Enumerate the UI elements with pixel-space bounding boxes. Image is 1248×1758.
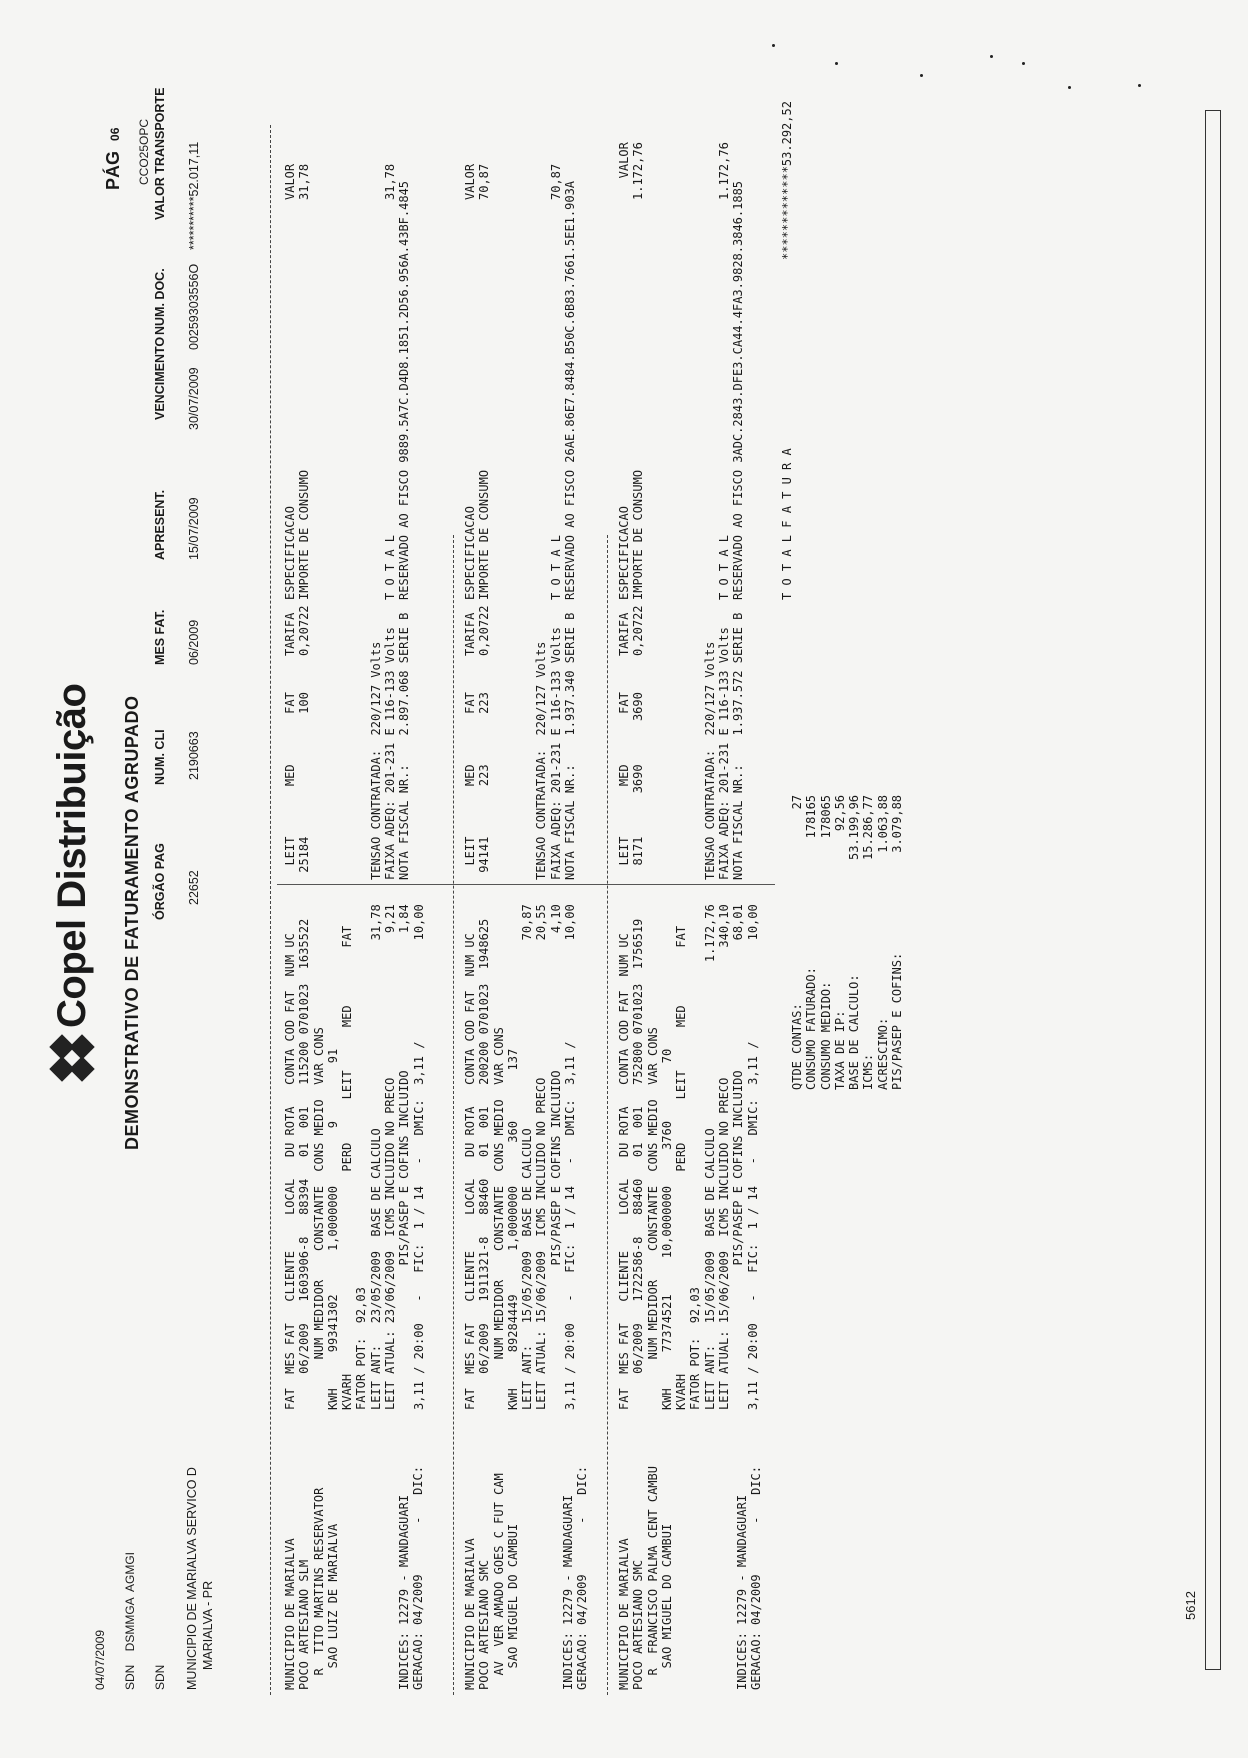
col-num-doc: NUM. DOC. xyxy=(153,268,167,335)
account-3-spec: ESPECIFICACAO IMPORTE DE CONSUMO T O T A L RESERVADO AO FISCO 3ADC.2843.DFE3.CA44.4FA3.9828.3846.1885 xyxy=(617,180,746,600)
scan-margin-box xyxy=(1205,110,1221,1670)
scan-page-number: 5612 xyxy=(1183,1591,1198,1620)
account-2-reading: LEIT MED FAT TARIFA 94141 223 223 0,20722 TENSAO CONTRATADA: 220/127 Volts FAIXA ADEQ: 201-231 E 116-133 Volts NOTA FISCAL NR.: 1.937.340 SERIE B xyxy=(463,605,578,880)
account-2-valor: VALOR 70,87 70,87 xyxy=(463,163,563,200)
account-1-details: FAT MES FAT CLIENTE LOCAL DU ROTA CONTA COD FAT NUM UC 06/2009 1603906-8 88394 01 001 115200 0701023 1635522 NUM MEDIDOR CONSTANTE CONS MEDIO VAR CONS KWH 99341302 1,0000000 9 91 KVARH PERD LEIT MED FAT FATOR POT: 92,03 LEIT ANT: 23/05/2009 BASE DE CALCULO 31,78 LEIT ATUAL: 23/06/2009 ICMS INCLUIDO NO PRECO 9,21 PIS/PASEP E COFINS INCLUIDO 1,84 3,11 / 20:00 - FIC: 1 / 14 - DMIC: 3,11 / 10,00 xyxy=(283,904,426,1410)
account-3-details: FAT MES FAT CLIENTE LOCAL DU ROTA CONTA COD FAT NUM UC 06/2009 1722586-8 88460 01 001 752800 0701023 1756519 NUM MEDIDOR CONSTANTE CONS MEDIO VAR CONS KWH 77374521 10,0000000 3760 70 KVARH PERD LEIT MED FAT FATOR POT: 92,03 LEIT ANT: 15/05/2009 BASE DE CALCULO 1.172,76 LEIT ATUAL: 15/06/2009 ICMS INCLUIDO NO PRECO 340,10 PIS/PASEP E COFINS INCLUIDO 68,01 3,11 / 20:00 - FIC: 1 / 14 - DMIC: 3,11 / 10,00 xyxy=(617,904,760,1410)
val-valor-transporte: ***********52.017,11 xyxy=(187,141,201,250)
column-divider xyxy=(277,884,775,885)
val-vencimento: 30/07/2009 xyxy=(187,367,201,430)
totals-values: 27 178165 178065 92,56 53.199,96 15.286,77 1.063,88 3.079,88 xyxy=(790,794,905,860)
page-indicator: PÁG 06 xyxy=(103,127,123,190)
val-orgao-pag: 22652 xyxy=(187,870,201,905)
val-mes-fat: 06/2009 xyxy=(187,619,201,665)
total-fatura-label: T O T A L F A T U R A xyxy=(780,448,794,600)
scan-speck xyxy=(835,62,838,65)
copel-logo-icon xyxy=(51,1034,91,1080)
val-num-doc: 00259303556O xyxy=(187,263,201,350)
account-3-name: MUNICIPIO DE MARIALVA POCO ARTESIANO SMC R FRANCISCO PALMA CENT CAMBU SAO MIGUEL DO CAMBUI xyxy=(617,1466,674,1690)
print-date: 04/07/2009 xyxy=(93,1629,107,1690)
col-mes-fat: MES FAT. xyxy=(153,609,167,665)
total-fatura-value: *************53.292,52 xyxy=(780,101,794,260)
account-1-spec: ESPECIFICACAO IMPORTE DE CONSUMO T O T A L RESERVADO AO FISCO 9889.5A7C.D4D8.1851.2D56.956A.43BF.4845 xyxy=(283,180,412,600)
col-valor-transporte: VALOR TRANSPORTE xyxy=(153,87,167,220)
account-1-reading: LEIT MED FAT TARIFA 25184 100 0,20722 TENSAO CONTRATADA: 220/127 Volts FAIXA ADEQ: 201-231 E 116-133 Volts NOTA FISCAL NR.: 2.897.068 SERIE B xyxy=(283,605,412,880)
program-code: CCO25OPC xyxy=(137,118,151,185)
account-3-indices: INDICES: 12279 - MANDAGUARI GERACAO: 04/2009 - DIC: xyxy=(735,1466,764,1690)
col-apresent: APRESENT. xyxy=(153,489,167,560)
summary-client-line-2: MARIALVA - PR xyxy=(201,1580,215,1670)
separator-line xyxy=(607,535,608,1695)
rotated-document xyxy=(45,87,1205,1710)
account-2-spec: ESPECIFICACAO IMPORTE DE CONSUMO T O T A L RESERVADO AO FISCO 26AE.86E7.8484.B50C.6B83.7661.5EE1.903A xyxy=(463,180,578,600)
summary-client-line-1: MUNICIPIO DE MARIALVA SERVICO D xyxy=(185,1467,199,1690)
separator-line xyxy=(453,535,454,1695)
scan-speck xyxy=(772,44,775,47)
scan-speck xyxy=(990,55,993,58)
sdn-line-2: SDN xyxy=(153,1664,167,1690)
separator-line xyxy=(270,125,271,1695)
report-title: DEMONSTRATIVO DE FATURAMENTO AGRUPADO xyxy=(122,695,142,1150)
account-2-details: FAT MES FAT CLIENTE LOCAL DU ROTA CONTA COD FAT NUM UC 06/2009 1911321-8 88460 01 001 200200 0701023 1948625 NUM MEDIDOR CONSTANTE CONS MEDIO VAR CONS KWH 89284449 1,0000000 360 137 LEIT ANT: 15/05/2009 BASE DE CALCULO 70,87 LEIT ATUAL: 15/06/2009 ICMS INCLUIDO NO PRECO 20,55 PIS/PASEP E COFINS INCLUIDO 4,10 3,11 / 20:00 - FIC: 1 / 14 - DMIC: 3,11 / 10,00 xyxy=(463,904,578,1410)
account-2-indices: INDICES: 12279 - MANDAGUARI GERACAO: 04/2009 - DIC: xyxy=(561,1466,590,1690)
account-1-valor: VALOR 31,78 31,78 xyxy=(283,163,398,200)
col-orgao-pag: ÓRGÃO PAG xyxy=(153,843,167,920)
account-3-valor: VALOR 1.172,76 1.172,76 xyxy=(617,142,732,200)
totals-labels: QTDE CONTAS: CONSUMO FATURADO: CONSUMO MEDIDO: TAXA DE IP: BASE DE CALCULO: ICMS: ACRESCIMO: PIS/PASEP E COFINS: xyxy=(790,952,905,1090)
val-apresent: 15/07/2009 xyxy=(187,497,201,560)
sdn-line-1: SDN DSMMGA AGMGI xyxy=(123,1551,137,1690)
scan-speck xyxy=(1138,84,1141,87)
account-3-reading: LEIT MED FAT TARIFA 8171 3690 3690 0,20722 TENSAO CONTRATADA: 220/127 Volts FAIXA ADEQ: 201-231 E 116-133 Volts NOTA FISCAL NR.: 1.937.572 SERIE B xyxy=(617,605,746,880)
account-1-indices: INDICES: 12279 - MANDAGUARI GERACAO: 04/2009 - DIC: xyxy=(397,1466,426,1690)
val-num-cli: 2190663 xyxy=(187,731,201,780)
company-logo: Copel Distribuição xyxy=(50,684,95,1080)
col-vencimento: VENCIMENTO xyxy=(153,336,167,420)
account-2-name: MUNICIPIO DE MARIALVA POCO ARTESIANO SMC AV VER AMADO GOES C FUT CAM SAO MIGUEL DO CAMBUI xyxy=(463,1473,520,1690)
scan-speck xyxy=(1068,86,1071,89)
scan-speck xyxy=(1022,62,1025,65)
col-num-cli: NUM. CLI xyxy=(153,729,167,785)
scan-speck xyxy=(920,74,923,77)
account-1-name: MUNICIPIO DE MARIALVA POCO ARTESIANO SLM R TITO MARTINS RESERVATOR SAO LUIZ DE MARIALVA xyxy=(283,1487,340,1690)
